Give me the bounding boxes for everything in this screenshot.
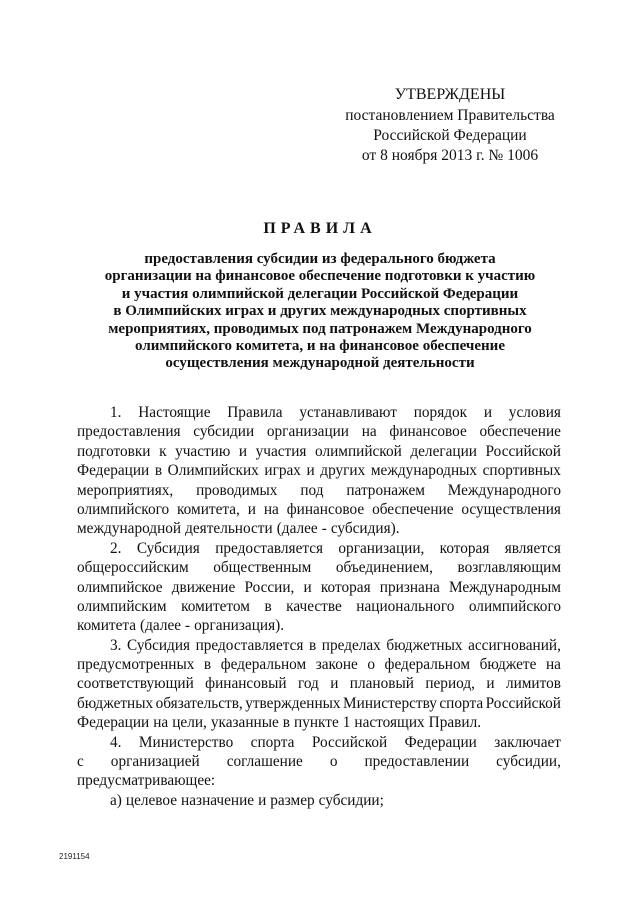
paragraph-line: предусмотренных в федеральном законе о федеральном бюджете на bbox=[77, 656, 561, 674]
paragraph-line: Федерации на цели, указанные в пункте 1 настоящих Правил. bbox=[77, 714, 482, 732]
paragraph bbox=[77, 636, 561, 733]
document-body bbox=[77, 403, 561, 810]
approval-line: от 8 ноября 2013 г. № 1006 bbox=[361, 147, 539, 164]
document-title: ПРАВИЛА bbox=[263, 220, 377, 237]
paragraph-line: с организацией соглашение о предоставлении субсидии, bbox=[77, 753, 561, 771]
paragraph-line: олимпийского комитета, и на финансовое обеспечение осуществления bbox=[77, 500, 561, 518]
paragraph bbox=[77, 539, 561, 636]
paragraph-line: предоставления субсидии организации на финансовое обеспечение bbox=[77, 423, 561, 441]
paragraph bbox=[77, 733, 561, 791]
paragraph-line: 1. Настоящие Правила устанавливают порядок и условия bbox=[110, 404, 561, 421]
paragraph-line: подготовки к участию и участия олимпийской делегации Российской bbox=[77, 442, 561, 460]
subtitle-line: и участия олимпийской делегации Российской Федерации bbox=[121, 285, 519, 302]
approval-block bbox=[300, 85, 600, 166]
paragraph-line: соответствующий финансовый год и плановый период, и лимитов bbox=[77, 675, 561, 693]
approval-line: постановлением Правительства bbox=[345, 107, 555, 124]
paragraph-line: комитета (далее - организация). bbox=[77, 617, 285, 635]
paragraph bbox=[77, 791, 561, 810]
paragraph-line: олимпийское движение России, и которая признана Международным bbox=[77, 578, 561, 596]
paragraph-line: бюджетных обязательств, утвержденных Министерству спорта Российской bbox=[77, 694, 561, 712]
paragraph-line: Федерации в Олимпийских играх и других международных спортивных bbox=[77, 462, 561, 480]
paragraph-line: а) целевое назначение и размер субсидии; bbox=[110, 791, 384, 809]
paragraph-line: 3. Субсидия предоставляется в пределах бюджетных ассигнований, bbox=[110, 636, 561, 654]
subtitle-line: предоставления субсидии из федерального бюджета bbox=[144, 251, 496, 267]
paragraph-line: 2. Субсидия предоставляется организации, которая является bbox=[110, 539, 561, 557]
paragraph bbox=[77, 403, 561, 539]
subtitle-line: мероприятиях, проводимых под патронажем Международного bbox=[108, 320, 532, 337]
document-subtitle bbox=[60, 251, 580, 373]
approval-heading: УТВЕРЖДЕНЫ bbox=[394, 86, 506, 103]
paragraph-line: общероссийским общественным объединением, возглавляющим bbox=[77, 559, 561, 577]
paragraph-line: олимпийским комитетом в качестве национального олимпийского bbox=[77, 597, 561, 615]
paragraph-line: предусматривающее: bbox=[77, 772, 216, 790]
approval-line: Российской Федерации bbox=[373, 127, 527, 144]
subtitle-line: осуществления международной деятельности bbox=[165, 355, 475, 372]
subtitle-line: в Олимпийских играх и других международных спортивных bbox=[113, 303, 527, 320]
paragraph-line: мероприятиях, проводимых под патронажем Международного bbox=[77, 481, 561, 499]
document-number: 2191154 bbox=[59, 852, 90, 861]
subtitle-line: олимпийского комитета, и на финансовое обеспечение bbox=[135, 338, 505, 355]
paragraph-line: международной деятельности (далее - субсидия). bbox=[77, 520, 400, 538]
subtitle-line: организации на финансовое обеспечение подготовки к участию bbox=[104, 268, 536, 285]
paragraph-line: 4. Министерство спорта Российской Федерации заключает bbox=[110, 733, 561, 751]
